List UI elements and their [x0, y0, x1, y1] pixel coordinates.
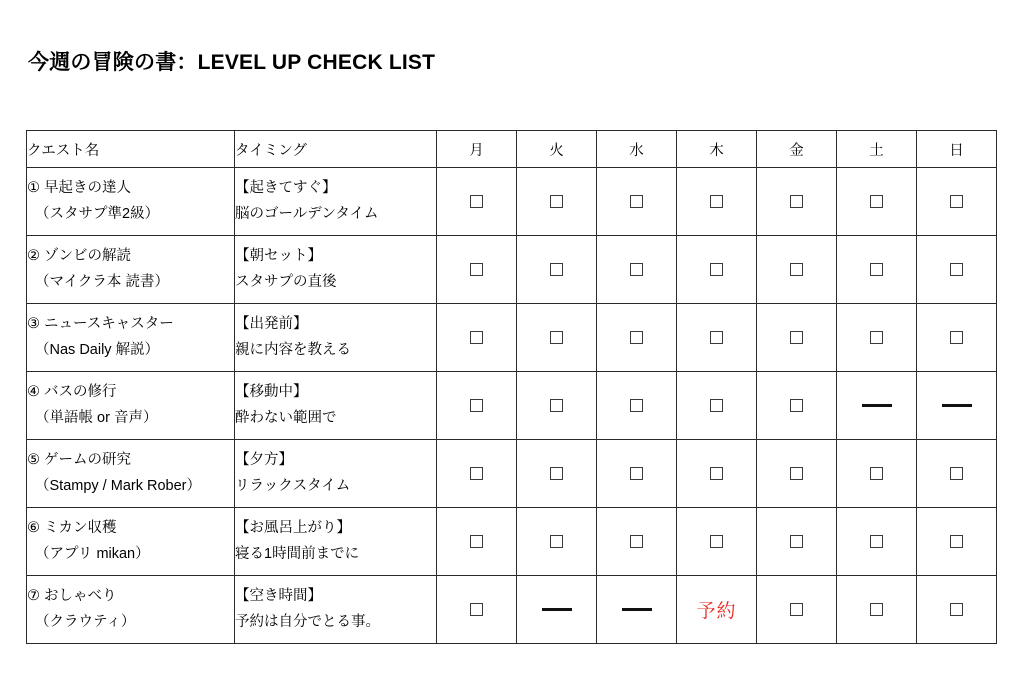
column-header-day-mon: 月: [437, 131, 517, 168]
timing-secondary: 親に内容を教える: [235, 341, 351, 358]
checkbox-icon[interactable]: [550, 535, 563, 548]
quest-name-secondary: （単語帳 or 音声）: [35, 409, 158, 426]
checkbox-icon[interactable]: [550, 263, 563, 276]
checkbox-icon[interactable]: [630, 331, 643, 344]
column-header-day-sun: 日: [917, 131, 997, 168]
quest-name-secondary: （Nas Daily 解説）: [35, 341, 160, 358]
checkbox-icon[interactable]: [790, 467, 803, 480]
quest-name-primary: ⑤ ゲームの研究: [27, 452, 132, 469]
quest-name-secondary: （マイクラ本 読書）: [35, 273, 169, 290]
day-cell-fri[interactable]: [757, 440, 837, 508]
day-cell-mon[interactable]: [437, 372, 517, 440]
day-cell-tue[interactable]: [517, 372, 597, 440]
day-cell-sun[interactable]: [917, 168, 997, 236]
timing-primary: 【移動中】: [235, 384, 308, 401]
day-cell-sun[interactable]: [917, 440, 997, 508]
day-cell-sat[interactable]: [837, 304, 917, 372]
checkbox-icon[interactable]: [870, 603, 883, 616]
checkbox-icon[interactable]: [630, 263, 643, 276]
day-cell-sun[interactable]: [917, 508, 997, 576]
day-cell-tue[interactable]: [517, 304, 597, 372]
page-title: 今週の冒険の書：LEVEL UP CHECK LIST: [28, 51, 436, 74]
checkbox-icon[interactable]: [790, 399, 803, 412]
timing-cell: [235, 304, 437, 372]
dash-icon: [862, 404, 892, 407]
checkbox-icon[interactable]: [790, 263, 803, 276]
day-cell-fri[interactable]: [757, 304, 837, 372]
checkbox-icon[interactable]: [710, 263, 723, 276]
timing-cell: [235, 508, 437, 576]
checkbox-icon[interactable]: [470, 535, 483, 548]
day-cell-sat[interactable]: [837, 168, 917, 236]
table-row: [27, 236, 997, 304]
quest-name-secondary: （アプリ mikan）: [35, 545, 150, 562]
day-cell-mon[interactable]: [437, 236, 517, 304]
quest-name-cell: [27, 168, 235, 236]
timing-secondary: 脳のゴールデンタイム: [235, 205, 379, 222]
day-cell-thu[interactable]: [677, 576, 757, 644]
table-header-row: [27, 131, 997, 168]
checkbox-icon[interactable]: [710, 399, 723, 412]
timing-secondary: スタサプの直後: [235, 273, 337, 290]
day-cell-tue[interactable]: [517, 236, 597, 304]
checkbox-icon[interactable]: [950, 535, 963, 548]
timing-primary: 【お風呂上がり】: [235, 520, 351, 537]
quest-name-cell: [27, 304, 235, 372]
checkbox-icon[interactable]: [870, 535, 883, 548]
day-cell-sun[interactable]: [917, 304, 997, 372]
timing-primary: 【夕方】: [235, 452, 293, 469]
day-cell-sun[interactable]: [917, 236, 997, 304]
quest-name-secondary: （スタサプ準2級）: [35, 205, 160, 222]
table-row: [27, 304, 997, 372]
day-cell-wed[interactable]: [597, 372, 677, 440]
day-cell-sat[interactable]: [837, 576, 917, 644]
checkbox-icon[interactable]: [870, 467, 883, 480]
checkbox-icon[interactable]: [710, 535, 723, 548]
quest-name-secondary: （Stampy / Mark Rober）: [35, 477, 201, 494]
quest-name-primary: ⑥ ミカン収穫: [27, 520, 117, 537]
column-header-quest-name: クエスト名: [27, 131, 235, 168]
column-header-day-tue: 火: [517, 131, 597, 168]
table-body: [27, 168, 997, 644]
timing-primary: 【朝セット】: [235, 248, 322, 265]
day-cell-tue[interactable]: [517, 168, 597, 236]
day-cell-thu[interactable]: [677, 372, 757, 440]
day-cell-fri[interactable]: [757, 576, 837, 644]
day-cell-tue[interactable]: [517, 576, 597, 644]
day-cell-sat[interactable]: [837, 236, 917, 304]
day-cell-fri[interactable]: [757, 372, 837, 440]
timing-secondary: リラックスタイム: [235, 477, 351, 494]
column-header-day-fri: 金: [757, 131, 837, 168]
checkbox-icon[interactable]: [470, 399, 483, 412]
checkbox-icon[interactable]: [950, 331, 963, 344]
checkbox-icon[interactable]: [950, 195, 963, 208]
checkbox-icon[interactable]: [630, 535, 643, 548]
checkbox-icon[interactable]: [870, 263, 883, 276]
table-row: [27, 576, 997, 644]
day-cell-mon[interactable]: [437, 576, 517, 644]
checkbox-icon[interactable]: [710, 331, 723, 344]
checkbox-icon[interactable]: [790, 195, 803, 208]
day-cell-sat[interactable]: [837, 440, 917, 508]
dash-icon: [942, 404, 972, 407]
dash-icon: [622, 608, 652, 611]
timing-cell: [235, 236, 437, 304]
quest-name-cell: [27, 372, 235, 440]
quest-checklist-table: [26, 130, 997, 644]
quest-name-primary: ④ バスの修行: [27, 384, 117, 401]
day-cell-wed[interactable]: [597, 576, 677, 644]
checkbox-icon[interactable]: [790, 535, 803, 548]
column-header-timing: タイミング: [235, 131, 437, 168]
day-cell-thu[interactable]: [677, 508, 757, 576]
checkbox-icon[interactable]: [790, 603, 803, 616]
quest-name-primary: ③ ニュースキャスター: [27, 316, 174, 333]
day-cell-thu[interactable]: [677, 304, 757, 372]
day-cell-wed[interactable]: [597, 304, 677, 372]
day-cell-wed[interactable]: [597, 168, 677, 236]
day-cell-sun[interactable]: [917, 372, 997, 440]
quest-name-primary: ① 早起きの達人: [27, 180, 132, 197]
day-cell-mon[interactable]: [437, 304, 517, 372]
timing-secondary: 予約は自分でとる事。: [235, 613, 380, 630]
table-row: [27, 372, 997, 440]
table-header: [27, 131, 997, 168]
checkbox-icon[interactable]: [950, 467, 963, 480]
timing-cell: [235, 576, 437, 644]
timing-secondary: 酔わない範囲で: [235, 409, 337, 426]
day-cell-thu[interactable]: [677, 440, 757, 508]
day-cell-fri[interactable]: [757, 236, 837, 304]
day-cell-tue[interactable]: [517, 508, 597, 576]
quest-name-primary: ⑦ おしゃべり: [27, 588, 117, 605]
checkbox-icon[interactable]: [790, 331, 803, 344]
day-cell-thu[interactable]: [677, 236, 757, 304]
day-cell-wed[interactable]: [597, 508, 677, 576]
column-header-day-wed: 水: [597, 131, 677, 168]
timing-cell: [235, 372, 437, 440]
day-cell-mon[interactable]: [437, 440, 517, 508]
checkbox-icon[interactable]: [950, 263, 963, 276]
quest-name-primary: ② ゾンビの解読: [27, 248, 132, 265]
dash-icon: [542, 608, 572, 611]
checkbox-icon[interactable]: [470, 195, 483, 208]
table-row: [27, 168, 997, 236]
checkbox-icon[interactable]: [550, 399, 563, 412]
day-cell-sat[interactable]: [837, 372, 917, 440]
quest-name-cell: [27, 508, 235, 576]
timing-cell: [235, 440, 437, 508]
day-cell-tue[interactable]: [517, 440, 597, 508]
checkbox-icon[interactable]: [470, 467, 483, 480]
reservation-note: 予約: [696, 601, 737, 622]
day-cell-sat[interactable]: [837, 508, 917, 576]
quest-name-cell: [27, 440, 235, 508]
quest-name-cell: [27, 236, 235, 304]
checkbox-icon[interactable]: [710, 195, 723, 208]
day-cell-sun[interactable]: [917, 576, 997, 644]
quest-name-secondary: （クラウティ）: [35, 613, 136, 630]
day-cell-mon[interactable]: [437, 168, 517, 236]
quest-name-cell: [27, 576, 235, 644]
table-row: [27, 508, 997, 576]
day-cell-wed[interactable]: [597, 440, 677, 508]
checkbox-icon[interactable]: [710, 467, 723, 480]
checkbox-icon[interactable]: [950, 603, 963, 616]
checkbox-icon[interactable]: [550, 331, 563, 344]
day-cell-mon[interactable]: [437, 508, 517, 576]
column-header-day-sat: 土: [837, 131, 917, 168]
table-row: [27, 440, 997, 508]
checkbox-icon[interactable]: [630, 195, 643, 208]
checkbox-icon[interactable]: [870, 331, 883, 344]
day-cell-thu[interactable]: [677, 168, 757, 236]
timing-cell: [235, 168, 437, 236]
checkbox-icon[interactable]: [470, 331, 483, 344]
checkbox-icon[interactable]: [470, 603, 483, 616]
checkbox-icon[interactable]: [870, 195, 883, 208]
day-cell-fri[interactable]: [757, 168, 837, 236]
day-cell-fri[interactable]: [757, 508, 837, 576]
timing-secondary: 寝る1時間前までに: [235, 545, 360, 562]
checkbox-icon[interactable]: [470, 263, 483, 276]
checkbox-icon[interactable]: [550, 195, 563, 208]
timing-primary: 【起きてすぐ】: [235, 180, 337, 197]
timing-primary: 【空き時間】: [235, 588, 322, 605]
column-header-day-thu: 木: [677, 131, 757, 168]
checkbox-icon[interactable]: [550, 467, 563, 480]
timing-primary: 【出発前】: [235, 316, 308, 333]
day-cell-wed[interactable]: [597, 236, 677, 304]
checkbox-icon[interactable]: [630, 399, 643, 412]
checkbox-icon[interactable]: [630, 467, 643, 480]
